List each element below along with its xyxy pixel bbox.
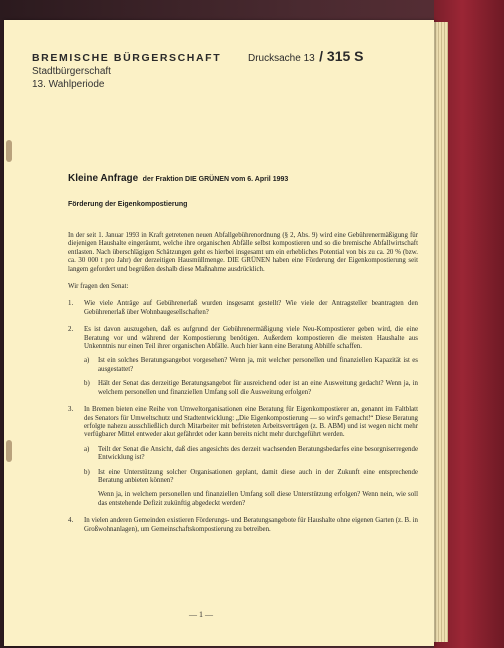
document-title xyxy=(68,168,418,186)
document-body xyxy=(68,232,418,543)
document-number-label: Drucksache 13 xyxy=(248,53,315,64)
document-subject: Förderung der Eigenkompostierung xyxy=(68,201,188,208)
question-3a: a) Teilt der Senat die Ansicht, daß dies angesichts des derzeit wachsenden Beratungsbedarfes eine besorgniserregende Entwicklung ist? xyxy=(84,445,418,462)
question-1: 1. Wie viele Anträge auf Gebührenerlaß wurden insgesamt gestellt? Wie viele der Antragsteller beantragten den Gebührenerlaß über Wohnbaugesellschaften? xyxy=(68,300,418,316)
chamber-name: Stadtbürgerschaft xyxy=(32,66,111,77)
title-main: Kleine Anfrage xyxy=(68,173,139,184)
question-2b: b) Hält der Senat das derzeitige Beratungsangebot für ausreichend oder ist an eine Ausweitung gedacht? Wenn ja, in welchem personellen und finanziellen Umfang soll die Ausweitung erfolgen? xyxy=(84,380,418,396)
document-page xyxy=(4,20,434,646)
organization-name: BREMISCHE BÜRGERSCHAFT xyxy=(32,52,222,64)
title-rest: der Fraktion DIE GRÜNEN vom 6. April 1993 xyxy=(142,176,289,183)
legislative-period: 13. Wahlperiode xyxy=(32,79,105,90)
question-3b-followup: Wenn ja, in welchem personellen und finanziellen Umfang soll diese Unterstützung erfolgen? Wenn nein, wie soll das entstehende Defizit zukünftig abgedeckt werden? xyxy=(98,491,418,507)
binder-ring-top xyxy=(6,140,12,162)
question-2a: a) Ist ein solches Beratungsangebot vorgesehen? Wenn ja, mit welcher personellen und finanziellen Kapazität ist es ausgestattet? xyxy=(84,357,418,373)
document-number xyxy=(248,48,364,66)
intro-paragraph: In der seit 1. Januar 1993 in Kraft getretenen neuen Abfallgebührenordnung (§ 2, Abs. 9) wird eine Gebührenermäßigung für diejenigen Haushalte eingeräumt, welche ihre organischen Abfälle selbst kompostieren und so die bremische Abfallwirtschaft entlasten. Nach überschlägigen Schätzungen geht es hierbei insgesamt um ein erhebliches Potential von bis zu ca. 20 % (bzw. ca. 30 000 t pro Jahr) der derzeitigen Hausmüllmenge. DIE GRÜNEN haben eine Förderung der Eigenkompostierung seit langem gefordert und begrüßen deshalb diese Maßnahme ausdrücklich. xyxy=(68,232,418,273)
document-number-value: / 315 S xyxy=(319,48,364,64)
question-2: 2. Es ist davon auszugehen, daß es aufgrund der Gebührenermäßigung viele Neu-Kompostierer geben wird, die eine Beratung vor und während der Kompostierung benötigen. Außerdem kompostieren die meisten Haushalte aus Unkenntnis nur einen Teil ihrer organischen Abfälle. Auch hier kann eine Beratung Abhilfe schaffen. a) Ist ein solches Beratungsangebot vorgesehen? Wenn ja, mit welcher personellen und finanziellen Kapazität ist es ausgestattet? b) Hält der Senat das derzeitige Beratungsangebot für ausreichend oder ist an eine Ausweitung gedacht? Wenn ja, in welchem personellen und finanziellen Umfang soll die Ausweitung erfolgen? xyxy=(68,326,418,396)
question-4: 4. In vielen anderen Gemeinden existieren Förderungs- und Beratungsangebote für Haushalte ohne eigenen Garten (z. B. in Großwohnanlagen), um Gemeinschaftskompostierung zu betreiben. xyxy=(68,517,418,533)
binder-ring-bottom xyxy=(6,440,12,462)
page-number: — 1 — xyxy=(189,610,213,619)
question-3: 3. In Bremen bieten eine Reihe von Umweltorganisationen eine Beratung für Eigenkompostierer an, genannt im Faltblatt des Senators für Umweltschutz und Stadtentwicklung: „Die Eigenkompostierung — so wird's gemacht!“ Diese Beratung erfolgte nahezu ausschließlich durch Mitarbeiter mit befristeten Arbeitsverträgen (z. B. ABM) und ist wegen nicht mehr verfügbarer Mittel entweder akut gefährdet oder kann bereits nicht mehr durchgeführt werden. a) Teilt der Senat die Ansicht, daß dies angesichts des derzeit wachsenden Beratungsbedarfes eine besorgniserregende Entwicklung ist? b) Ist eine Unterstützung solcher Organisationen geplant, damit diese auch in der Zukunft eine entsprechende Beratung anbieten können? Wenn ja, in welchem personellen und finanziellen Umfang soll diese Unterstützung erfolgen? Wenn nein, wie soll das entstehende Defizit zukünftig abgedeckt werden? xyxy=(68,406,418,507)
ask-paragraph: Wir fragen den Senat: xyxy=(68,283,129,291)
question-3b: b) Ist eine Unterstützung solcher Organisationen geplant, damit diese auch in der Zukunft eine entsprechende Beratung anbieten können? xyxy=(84,468,418,484)
